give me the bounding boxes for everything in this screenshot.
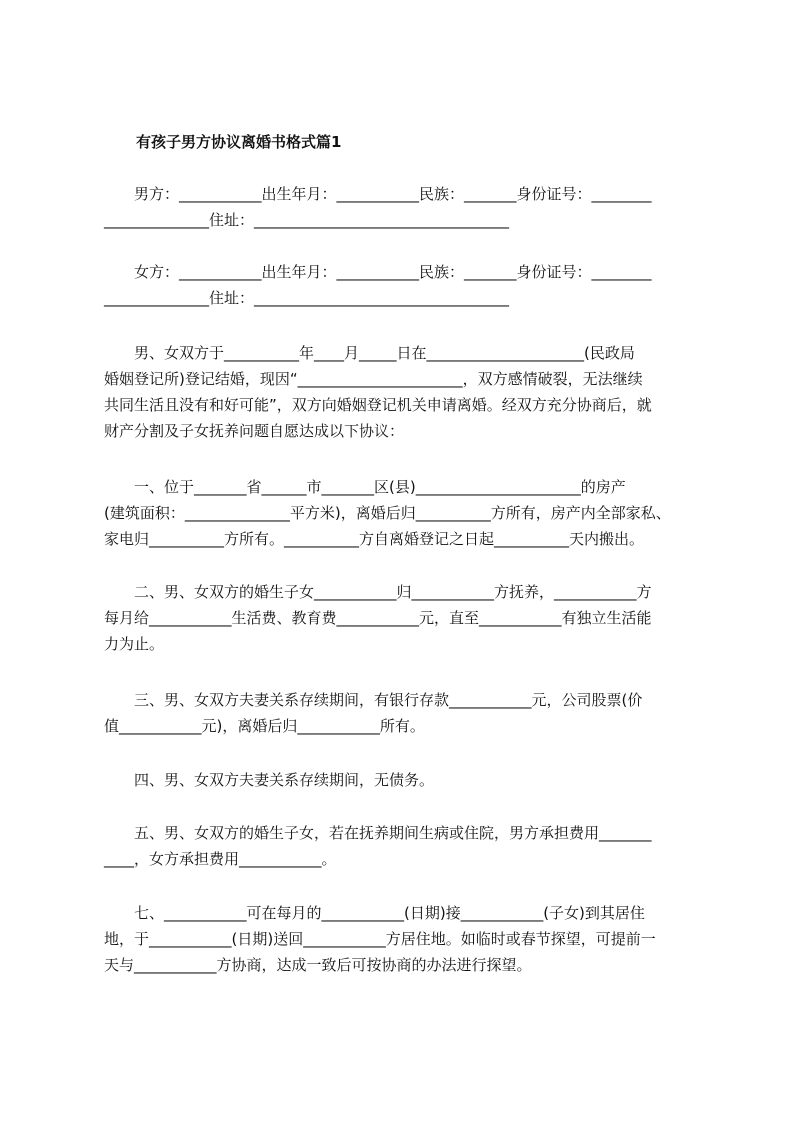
paragraph-clause-3 <box>104 687 704 739</box>
text-line: 二、男、女双方的婚生子女___________归___________方抚养，___________方 <box>104 583 652 601</box>
paragraph-clause-4 <box>104 767 704 793</box>
text-line: ______________住址：__________________________________ <box>104 211 510 229</box>
text-line: 四、男、女双方夫妻关系存续期间，无债务。 <box>104 771 435 789</box>
text-line: 男、女双方于__________年____月_____日在_____________________(民政局 <box>104 344 635 362</box>
text-line: 天与___________方协商，达成一致后可按协商的办法进行探望。 <box>104 956 532 974</box>
text-line: 每月给___________生活费、教育费___________元，直至___________有独立生活能 <box>104 609 652 627</box>
text-line: 共同生活且没有和好可能”，双方向婚姻登记机关申请离婚。经双方充分协商后，就 <box>104 396 652 414</box>
text-line: 五、男、女双方的婚生子女，若在抚养期间生病或住院，男方承担费用_______ <box>104 824 652 842</box>
text-line: (建筑面积：______________平方米)，离婚后归__________方所有，房产内全部家私、 <box>104 504 671 522</box>
paragraph-wife-info <box>104 259 704 311</box>
text-line: 值___________元)，离婚后归___________所有。 <box>104 717 425 735</box>
paragraph-clause-1 <box>104 474 704 552</box>
text-line: 力为止。 <box>104 635 165 653</box>
text-line: ______________住址：__________________________________ <box>104 289 510 307</box>
text-line: 地，于___________(日期)送回___________方居住地。如临时或春节探望，可提前一 <box>104 930 656 948</box>
text-line: 婚姻登记所)登记结婚，现因“______________________，双方感情破裂，无法继续 <box>104 370 643 388</box>
text-line: 女方：___________出生年月：___________民族：_______身份证号：________ <box>104 263 652 281</box>
paragraph-clause-2 <box>104 579 704 657</box>
paragraph-husband-info <box>104 181 704 233</box>
text-line: 财产分割及子女抚养问题自愿达成以下协议： <box>104 422 405 440</box>
text-line: 三、男、女双方夫妻关系存续期间，有银行存款___________元，公司股票(价 <box>104 691 643 709</box>
text-line: ____，女方承担费用___________。 <box>104 850 337 868</box>
paragraph-marriage-statement <box>104 340 704 444</box>
text-line: 七、___________可在每月的___________(日期)接___________(子女)到其居住 <box>104 904 645 922</box>
document-title: 有孩子男方协议离婚书格式篇1 <box>136 133 342 151</box>
text-line: 家电归__________方所有。__________方自离婚登记之日起__________天内搬出。 <box>104 530 645 548</box>
paragraph-clause-5 <box>104 820 704 872</box>
paragraph-clause-7 <box>104 900 704 978</box>
text-line: 一、位于_______省______市_______区(县)______________________的房产 <box>104 478 626 496</box>
text-line: 男方：___________出生年月：___________民族：_______身份证号：________ <box>104 185 652 203</box>
